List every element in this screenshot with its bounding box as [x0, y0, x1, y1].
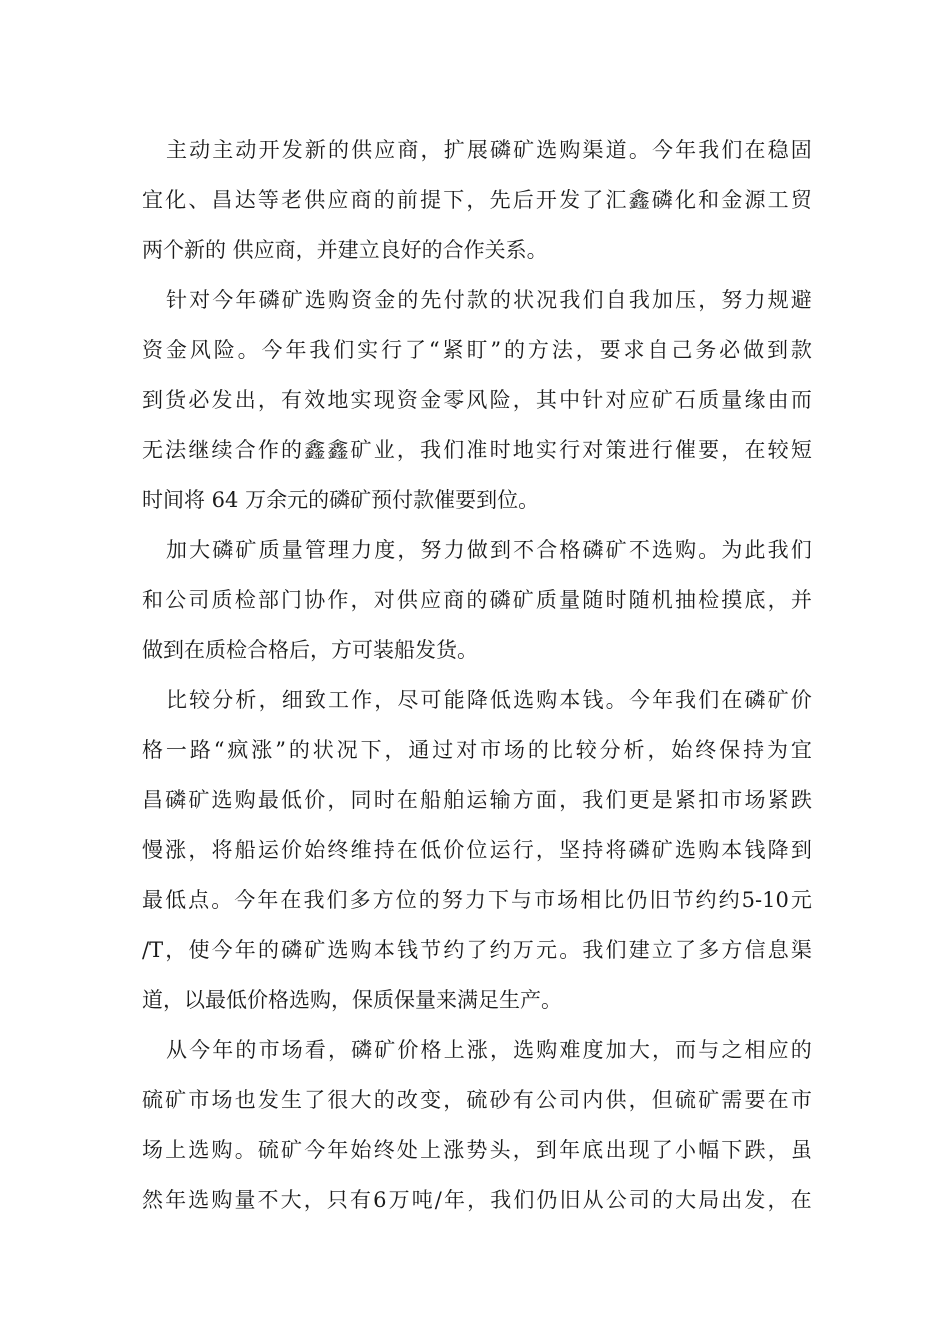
text-line: 到 货 必 发 出 ， 有 效 地 实 现 资 金 零 风 险 ， 其 中 针 对 应 矿 石 质 量 缘 由 而 [142, 388, 812, 412]
text-line: 道，以最低价格选购，保质保量来满足生产。 [142, 988, 562, 1012]
text-line: 比 较 分 析 ， 细 致 工 作 ， 尽 可 能 降 低 选 购 本 钱 。 今 年 我 们 在 磷 矿 价 [166, 688, 812, 712]
text-line: 从 今 年 的 市 场 看 ， 磷 矿 价 格 上 涨 ， 选 购 难 度 加 大 ， 而 与 之 相 应 的 [166, 1038, 812, 1062]
text-line: 慢 涨 ， 将 船 运 价 始 终 维 持 在 低 价 位 运 行 ， 坚 持 将 磷 矿 选 购 本 钱 降 到 [142, 838, 812, 862]
text-line: /T ， 使 今 年 的 磷 矿 选 购 本 钱 节 约 了 约 万 元 。 我 们 建 立 了 多 方 信 息 渠 [142, 938, 812, 962]
text-line: 两个新的 供应商，并建立良好的合作关系。 [142, 238, 548, 262]
text-line: 无 法 继 续 合 作 的 鑫 鑫 矿 业 ， 我 们 准 时 地 实 行 对 策 进 行 催 要 ， 在 较 短 [142, 438, 812, 462]
document-body [142, 125, 812, 1225]
text-line: 针 对 今 年 磷 矿 选 购 资 金 的 先 付 款 的 状 况 我 们 自 我 加 压 ， 努 力 规 避 [166, 288, 812, 312]
text-line: 和 公 司 质 检 部 门 协 作 ， 对 供 应 商 的 磷 矿 质 量 随 时 随 机 抽 检 摸 底 ， 并 [142, 588, 812, 612]
text-line: 然 年 选 购 量 不 大 ， 只 有 6 万 吨 / 年 ， 我 们 仍 旧 从 公 司 的 大 局 出 发 ， 在 [142, 1188, 812, 1212]
text-line: 加 大 磷 矿 质 量 管 理 力 度 ， 努 力 做 到 不 合 格 磷 矿 不 选 购 。 为 此 我 们 [166, 538, 812, 562]
text-line: 硫 矿 市 场 也 发 生 了 很 大 的 改 变 ， 硫 砂 有 公 司 内 供 ， 但 硫 矿 需 要 在 市 [142, 1088, 812, 1112]
text-line: 时间将 64 万余元的磷矿预付款催要到位。 [142, 488, 540, 512]
text-line: 资 金 风 险 。 今 年 我 们 实 行 了 “ 紧 盯 ” 的 方 法 ， 要 求 自 己 务 必 做 到 款 [142, 338, 812, 362]
text-line: 做到在质检合格后，方可装船发货。 [142, 638, 478, 662]
text-line: 最 低 点 。 今 年 在 我 们 多 方 位 的 努 力 下 与 市 场 相 比 仍 旧 节 约 约 5-10 元 [142, 888, 812, 912]
text-line: 场 上 选 购 。 硫 矿 今 年 始 终 处 上 涨 势 头 ， 到 年 底 出 现 了 小 幅 下 跌 ， 虽 [142, 1138, 812, 1162]
text-line: 昌 磷 矿 选 购 最 低 价 ， 同 时 在 船 舶 运 输 方 面 ， 我 们 更 是 紧 扣 市 场 紧 跌 [142, 788, 812, 812]
text-line: 宜 化 、 昌 达 等 老 供 应 商 的 前 提 下 ， 先 后 开 发 了 汇 鑫 磷 化 和 金 源 工 贸 [142, 188, 812, 212]
text-line: 格 一 路 “ 疯 涨 ” 的 状 况 下 ， 通 过 对 市 场 的 比 较 分 析 ， 始 终 保 持 为 宜 [142, 738, 812, 762]
text-line: 主 动 主 动 开 发 新 的 供 应 商 ， 扩 展 磷 矿 选 购 渠 道 。 今 年 我 们 在 稳 固 [166, 138, 812, 162]
